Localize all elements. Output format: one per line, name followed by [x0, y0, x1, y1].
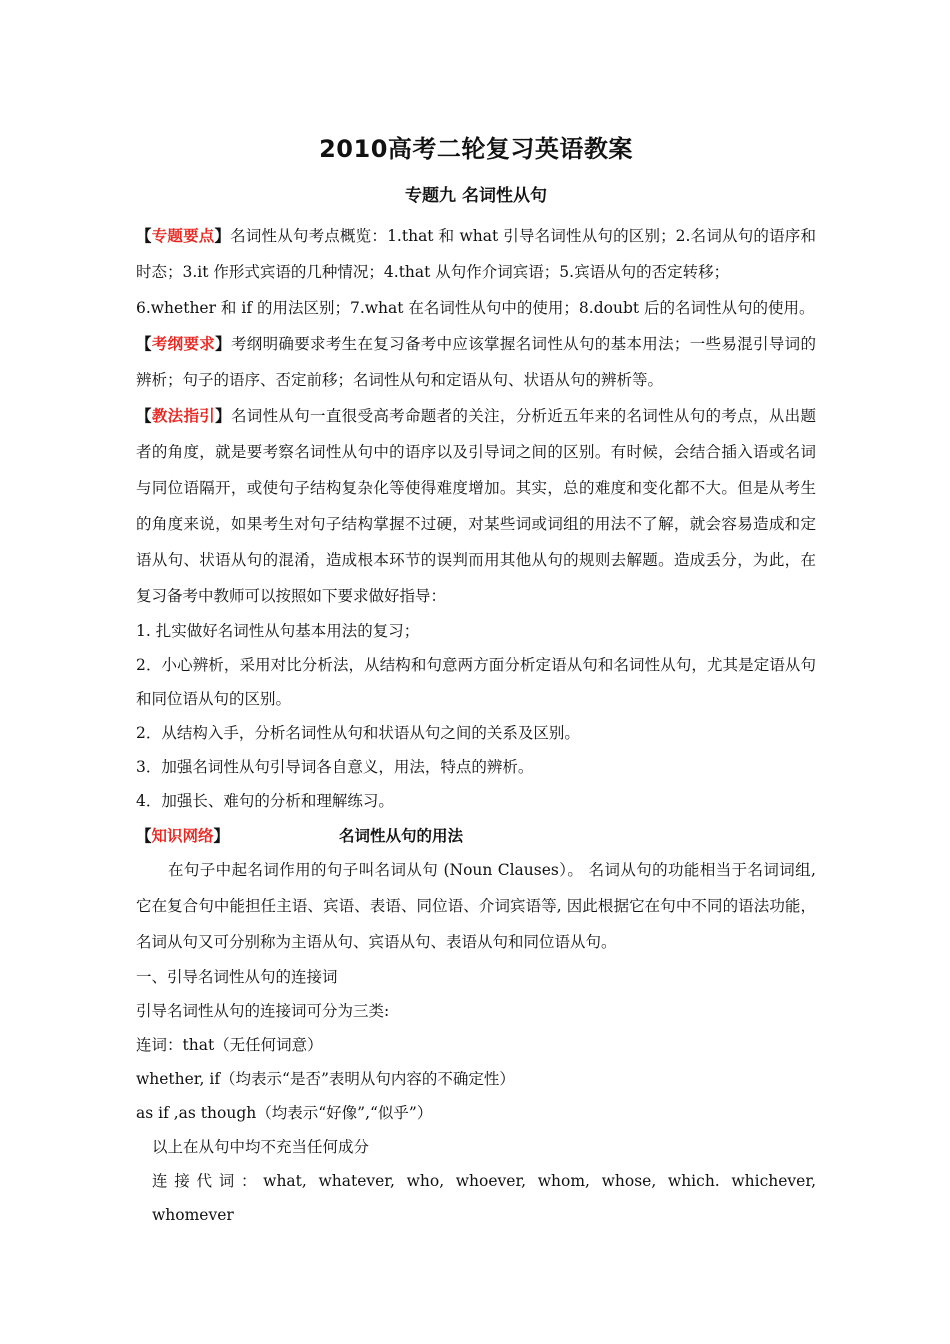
text-line: 引导名词性从句的连接词可分为三类: — [136, 1002, 390, 1020]
text-line: 以上在从句中均不充当任何成分 — [152, 1138, 370, 1156]
text-line: as if ,as though（均表示“好像”,“似乎”） — [136, 1104, 433, 1122]
list-item: 2．从结构入手，分析名词性从句和状语从句之间的关系及区别。 — [136, 724, 580, 742]
section-wangluo — [136, 818, 816, 852]
text-line: whether, if（均表示“是否”表明从句内容的不确定性） — [136, 1070, 515, 1088]
document-title: 2010高考二轮复习英语教案 — [319, 135, 633, 163]
text-line: 连词：that（无任何词意） — [136, 1036, 323, 1054]
text-line: 连接代词：what, whatever, who, whoever, whom, whose, which. whichever, whomever — [152, 1172, 816, 1224]
section-yaodian — [136, 218, 816, 290]
section-yaodian-cont: 6.whether 和 if 的用法区别；7.what 在名词性从句中的使用；8.doubt 后的名词性从句的使用。 — [136, 299, 815, 317]
section-text: 名词性从句考点概览：1.that 和 what 引导名词性从句的区别；2.名词从句的语序和时态；3.it 作形式宾语的几种情况；4.that 从句作介词宾语；5.宾语从句的否定转移； — [136, 227, 816, 281]
section-tag: 【专题要点】 — [136, 226, 231, 245]
intro-paragraph: 在句子中起名词作用的句子叫名词从句 (Noun Clauses）。 名词从句的功能相当于名词词组, 它在复合句中能担任主语、宾语、表语、同位语、介词宾语等, 因此根据它在句中不同的语法功能，名词从句又可分别称为主语从句、宾语从句、表语从句和同位语从句。 — [136, 861, 816, 951]
document-page — [136, 132, 816, 1232]
section-text: 名词性从句一直很受高考命题者的关注，分析近五年来的名词性从句的考点，从出题者的角度，就是要考察名词性从句中的语序以及引导词之间的区别。有时候，会结合插入语或名词与同位语隔开，或使句子结构复杂化等使得难度增加。其实，总的难度和变化都不大。但是从考生的角度来说，如果考生对句子结构掌握不过硬，对某些词或词组的用法不了解，就会容易造成和定语从句、状语从句的混淆，造成根本环节的误判而用其他从句的规则去解题。造成丢分，为此，在复习备考中教师可以按照如下要求做好指导： — [136, 407, 816, 605]
list-item: 4．加强长、难句的分析和理解练习。 — [136, 792, 394, 810]
section-text: 考纲明确要求考生在复习备考中应该掌握名词性从句的基本用法；一些易混引导词的辨析；句子的语序、否定前移；名词性从句和定语从句、状语从句的辨析等。 — [136, 335, 816, 389]
document-subtitle: 专题九 名词性从句 — [405, 186, 547, 206]
section-label: 考纲要求 — [151, 335, 216, 353]
part-heading: 一、引导名词性从句的连接词 — [136, 968, 338, 986]
section-tag: 【知识网络】 — [136, 826, 230, 845]
section-label: 知识网络 — [151, 827, 214, 845]
section-jiaofa — [136, 398, 816, 614]
section-heading: 名词性从句的用法 — [339, 827, 464, 845]
section-yaoqiu — [136, 326, 816, 398]
section-label: 教法指引 — [151, 407, 216, 425]
list-item: 3．加强名词性从句引导词各自意义，用法，特点的辨析。 — [136, 758, 534, 776]
section-label: 专题要点 — [151, 227, 215, 245]
list-item: 2．小心辨析，采用对比分析法，从结构和句意两方面分析定语从句和名词性从句，尤其是定语从句和同位语从句的区别。 — [136, 656, 816, 708]
section-tag: 【教法指引】 — [136, 406, 231, 425]
list-item: 1. 扎实做好名词性从句基本用法的复习； — [136, 622, 420, 640]
section-tag: 【考纲要求】 — [136, 334, 231, 353]
